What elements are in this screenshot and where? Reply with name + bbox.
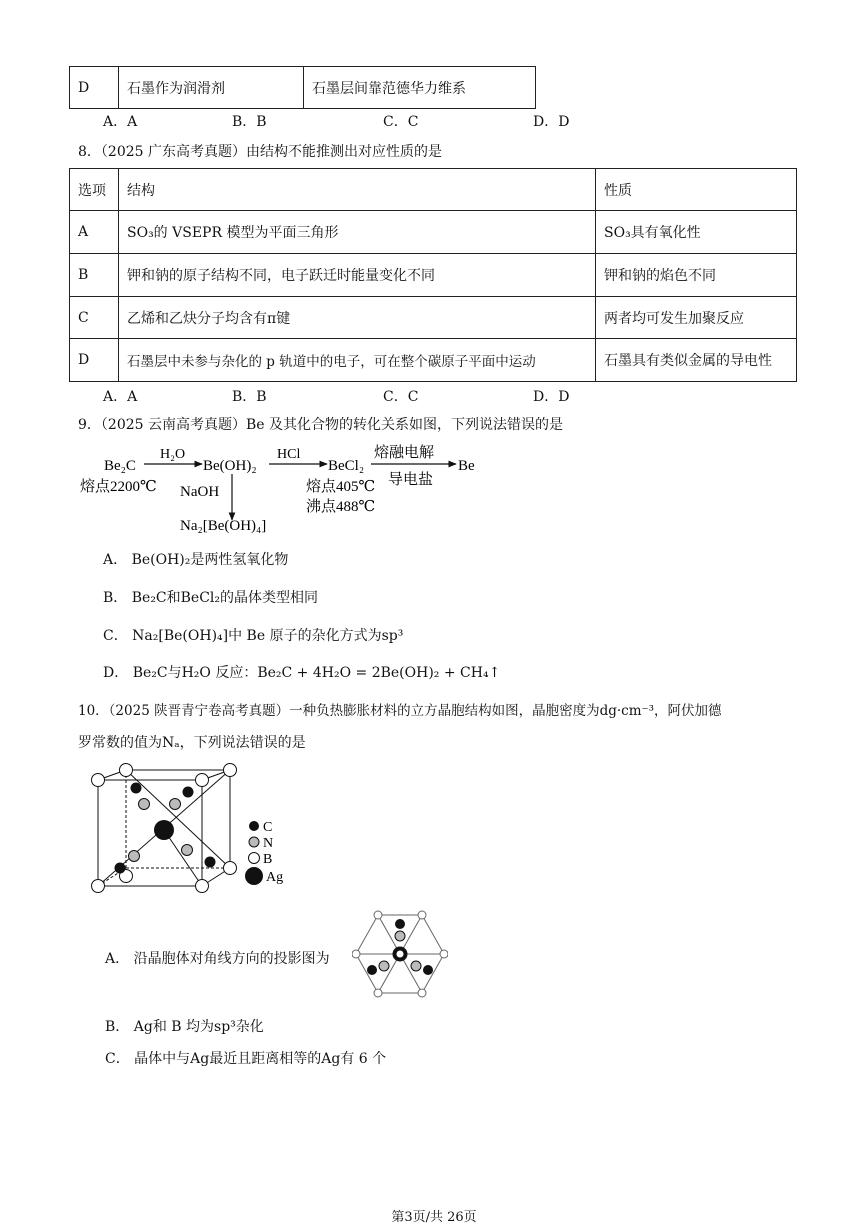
option-b: B．B [232, 389, 267, 405]
q9-choice-a [103, 549, 288, 569]
projection-diagram [352, 908, 448, 1000]
q9-choice-c [103, 625, 403, 645]
choice-text: Be₂C与H₂O 反应：Be₂C + 4H₂O = 2Be(OH)₂ + CH₄↑ [132, 665, 501, 681]
q10-choice-a [105, 948, 330, 968]
q8-options [0, 386, 868, 406]
option-d: D．D [533, 114, 570, 130]
table-row [70, 67, 536, 109]
legend-ag: Ag [266, 870, 284, 885]
unit-cell-diagram [84, 758, 294, 902]
table-cell: 石墨层间靠范德华力维系 [304, 67, 536, 109]
table-header-row [70, 169, 797, 211]
bp-becl2-label: 沸点488℃ [306, 499, 376, 515]
be2c-label: Be₂C [104, 458, 136, 474]
choice-label: C． [105, 1051, 130, 1067]
legend-n: N [263, 836, 274, 851]
page-footer: 第3页/共 26页 [391, 1210, 477, 1225]
table-row [70, 297, 797, 339]
table-cell: 乙烯和乙炔分子均含有π键 [119, 297, 596, 339]
table-cell: SO₃具有氧化性 [596, 211, 797, 254]
table-row [70, 254, 797, 297]
option-d: D．D [533, 389, 570, 405]
choice-text: Be₂C和BeCl₂的晶体类型相同 [131, 590, 319, 606]
choice-text: Na₂[Be(OH)₄]中 Be 原子的杂化方式为sp³ [132, 628, 404, 644]
option-c: C．C [383, 114, 419, 130]
table-cell: B [70, 254, 119, 297]
choice-text: Be(OH)₂是两性氢氧化物 [131, 552, 289, 568]
choice-label: C． [103, 628, 128, 644]
cond-salt-label: 导电盐 [388, 472, 434, 488]
q7-options [0, 111, 868, 131]
q9-choice-b [103, 587, 318, 607]
mp-becl2-label: 熔点405℃ [306, 479, 376, 495]
choice-text: 晶体中与Ag最近且距离相等的Ag有 6 个 [134, 1051, 387, 1067]
option-b: B．B [232, 114, 267, 130]
hcl-label: HCl [277, 447, 301, 462]
choice-label: A． [105, 951, 130, 967]
legend-c: C [263, 820, 273, 835]
table-row [70, 339, 797, 382]
table-cell: 石墨层中未参与杂化的 p 轨道中的电子，可在整个碳原子平面中运动 [119, 339, 596, 382]
table-cell: 钾和钠的原子结构不同，电子跃迁时能量变化不同 [119, 254, 596, 297]
option-c: C．C [383, 389, 419, 405]
legend-b: B [263, 852, 273, 867]
q7-table [69, 66, 536, 109]
header-cell: 结构 [119, 169, 596, 211]
mp-be2c-label: 熔点2200℃ [80, 479, 157, 495]
q8-stem: 8．（2025 广东高考真题）由结构不能推测出对应性质的是 [78, 144, 442, 160]
q10-stem-line2: 罗常数的值为Nₐ，下列说法错误的是 [78, 735, 306, 751]
naoh-label: NaOH [180, 484, 220, 500]
be-label: Be [458, 458, 475, 474]
table-cell: D [70, 67, 119, 109]
table-cell: SO₃的 VSEPR 模型为平面三角形 [119, 211, 596, 254]
table-cell: 两者均可发生加聚反应 [596, 297, 797, 339]
choice-label: D． [103, 665, 129, 681]
beoh2-label: Be(OH)₂ [203, 458, 257, 474]
header-cell: 性质 [596, 169, 797, 211]
q10-choice-c [105, 1048, 386, 1068]
table-cell: A [70, 211, 119, 254]
choice-label: B． [105, 1019, 130, 1035]
q10-stem-line1: 10．（2025 陕晋青宁卷高考真题）一种负热膨胀材料的立方晶胞结构如图，晶胞密度为dg·cm⁻³，阿伏加德 [78, 703, 722, 719]
choice-text: Ag和 B 均为sp³杂化 [133, 1019, 264, 1035]
h2o-label: H₂O [160, 447, 186, 462]
table-cell: 石墨具有类似金属的导电性 [596, 339, 797, 382]
choice-text: 沿晶胞体对角线方向的投影图为 [133, 951, 330, 967]
table-row [70, 211, 797, 254]
q9-choice-d [103, 662, 500, 682]
header-cell: 选项 [70, 169, 119, 211]
q9-reaction-scheme [76, 440, 496, 540]
q8-table [69, 168, 797, 382]
option-a: A．A [103, 114, 138, 130]
table-cell: 钾和钠的焰色不同 [596, 254, 797, 297]
option-a: A．A [103, 389, 138, 405]
becl2-label: BeCl₂ [328, 458, 365, 474]
melt-elec-label: 熔融电解 [374, 445, 435, 461]
table-cell: D [70, 339, 119, 382]
table-cell: C [70, 297, 119, 339]
choice-label: A． [103, 552, 128, 568]
table-cell: 石墨作为润滑剂 [119, 67, 304, 109]
na2beoh4-label: Na₂[Be(OH)₄] [180, 518, 267, 534]
q9-stem: 9．（2025 云南高考真题）Be 及其化合物的转化关系如图，下列说法错误的是 [78, 417, 564, 433]
choice-label: B． [103, 590, 128, 606]
q10-choice-b [105, 1016, 264, 1036]
